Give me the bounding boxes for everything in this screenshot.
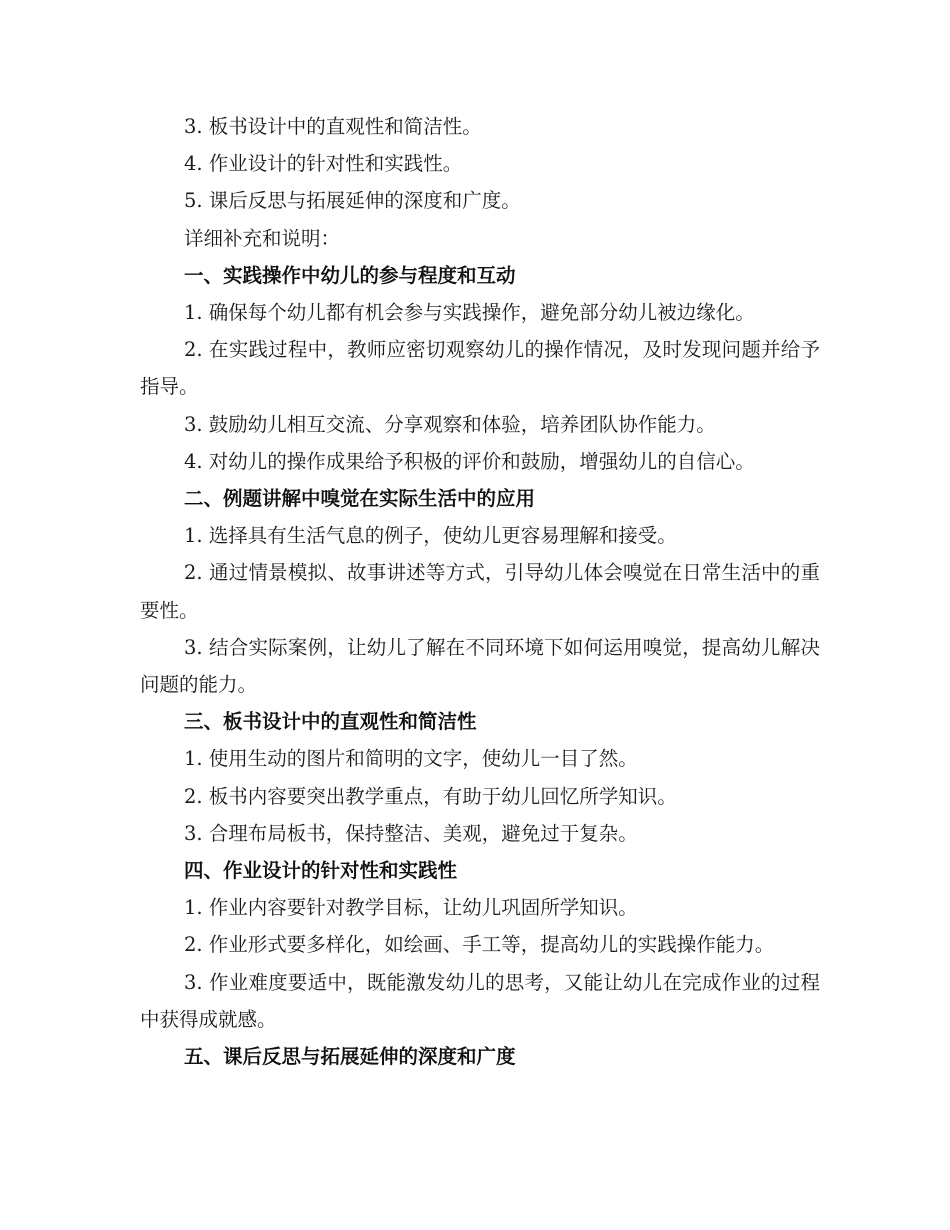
paragraph: 3. 合理布局板书，保持整洁、美观，避免过于复杂。 (184, 821, 638, 845)
paragraph: 4. 作业设计的针对性和实践性。 (184, 152, 463, 176)
paragraph: 2. 板书内容要突出教学重点，有助于幼儿回忆所学知识。 (184, 784, 677, 808)
paragraph: 1. 确保每个幼儿都有机会参与实践操作，避免部分幼儿被边缘化。 (184, 301, 755, 325)
section-heading: 二、例题讲解中嗅觉在实际生活中的应用 (184, 487, 536, 511)
paragraph: 1. 作业内容要针对教学目标，让幼儿巩固所学知识。 (184, 896, 638, 920)
paragraph: 3. 鼓励幼儿相互交流、分享观察和体验，培养团队协作能力。 (184, 412, 716, 436)
section-heading: 五、课后反思与拓展延伸的深度和广度 (184, 1045, 516, 1069)
paragraph: 5. 课后反思与拓展延伸的深度和广度。 (184, 189, 521, 213)
section-heading: 一、实践操作中幼儿的参与程度和互动 (184, 263, 516, 287)
section-heading: 三、板书设计中的直观性和简洁性 (184, 710, 477, 734)
paragraph: 3. 作业难度要适中，既能激发幼儿的思考，又能让幼儿在完成作业的过程中获得成就感。 (140, 970, 820, 1031)
paragraph: 3. 结合实际案例，让幼儿了解在不同环境下如何运用嗅觉，提高幼儿解决问题的能力。 (140, 635, 820, 697)
paragraph: 1. 选择具有生活气息的例子，使幼儿更容易理解和接受。 (184, 524, 677, 548)
paragraph: 2. 作业形式要多样化，如绘画、手工等，提高幼儿的实践操作能力。 (184, 933, 775, 957)
paragraph: 1. 使用生动的图片和简明的文字，使幼儿一目了然。 (184, 747, 638, 771)
section-heading: 四、作业设计的针对性和实践性 (184, 859, 458, 883)
paragraph: 4. 对幼儿的操作成果给予积极的评价和鼓励，增强幼儿的自信心。 (184, 449, 755, 473)
paragraph: 详细补充和说明： (184, 226, 341, 250)
paragraph: 2. 在实践过程中，教师应密切观察幼儿的操作情况，及时发现问题并给予指导。 (140, 338, 820, 399)
paragraph: 3. 板书设计中的直观性和简洁性。 (184, 115, 482, 138)
paragraph: 2. 通过情景模拟、故事讲述等方式，引导幼儿体会嗅觉在日常生活中的重要性。 (140, 561, 820, 622)
document-body (140, 108, 820, 1075)
